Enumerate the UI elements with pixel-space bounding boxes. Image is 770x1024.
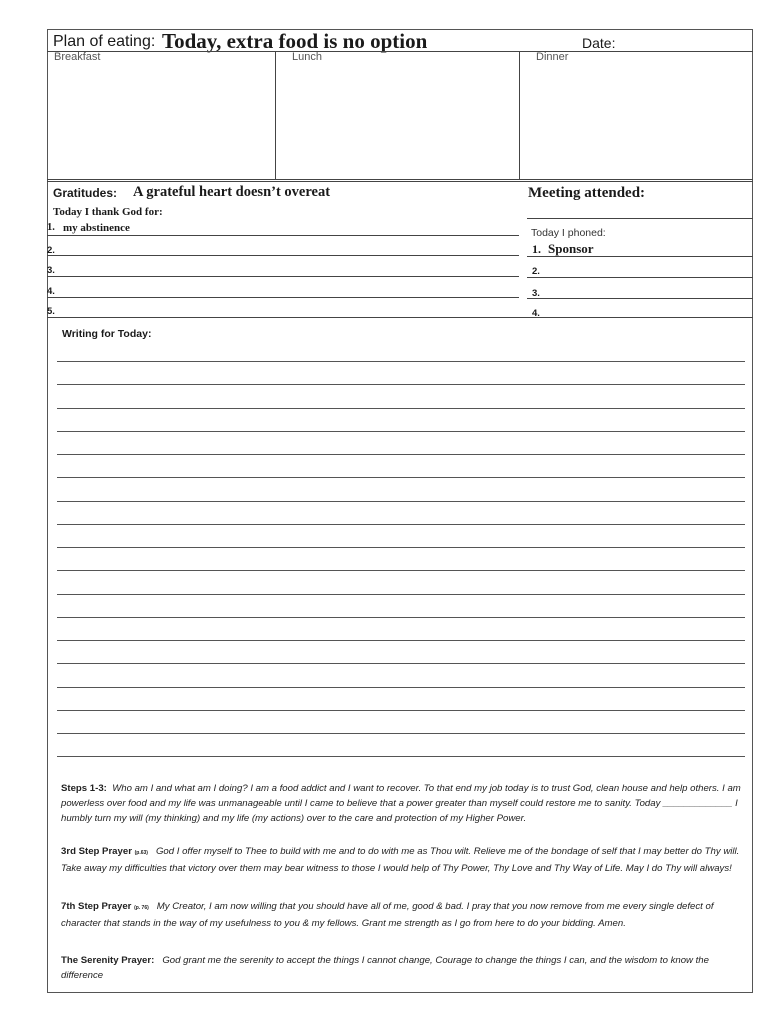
gratitude-line[interactable] <box>47 255 519 256</box>
writing-line[interactable] <box>57 361 745 362</box>
gratitude-line[interactable] <box>47 235 519 236</box>
writing-line[interactable] <box>57 408 745 409</box>
writing-line[interactable] <box>57 384 745 385</box>
writing-line[interactable] <box>57 640 745 641</box>
seventh-step-prayer-text: My Creator, I am now willing that you should have all of me, good & bad. I pray that you now remove from me every single defect of character that stands in the way of my usefulness to you & my fellows. Grant me strength as I go from here to do your bidding. Amen. <box>61 901 714 930</box>
gratitudes-label: Gratitudes: <box>53 186 118 200</box>
writing-label: Writing for Today: <box>62 328 152 340</box>
phoned-label: Today I phoned: <box>531 227 606 239</box>
third-step-prayer-paragraph <box>61 844 747 876</box>
gratitudes-subtitle: A grateful heart doesn’t overeat <box>133 184 331 200</box>
writing-line[interactable] <box>57 477 745 478</box>
writing-line[interactable] <box>57 756 745 757</box>
writing-line[interactable] <box>57 733 745 734</box>
date-label: Date: <box>582 35 616 51</box>
writing-line[interactable] <box>57 431 745 432</box>
gratitudes-intro: Today I thank God for: <box>53 206 163 218</box>
steps-1-3-paragraph <box>61 781 747 827</box>
phoned-line[interactable] <box>527 277 753 278</box>
writing-line[interactable] <box>57 454 745 455</box>
gratitude-line[interactable] <box>47 276 519 277</box>
meal-divider <box>519 51 520 180</box>
phoned-number: 4. <box>532 308 540 319</box>
writing-line[interactable] <box>57 663 745 664</box>
page-title: Today, extra food is no option <box>162 29 428 53</box>
meals-bottom-divider <box>47 179 753 182</box>
gratitude-number: 1. <box>47 222 55 233</box>
gratitude-number: 2. <box>47 245 55 256</box>
phoned-line[interactable] <box>527 256 753 257</box>
third-step-prayer-page: (p.63) <box>134 850 148 856</box>
gratitude-number: 5. <box>47 306 55 317</box>
third-step-prayer-title: 3rd Step Prayer <box>61 846 132 857</box>
gratitude-number: 3. <box>47 265 55 276</box>
meal-label-breakfast: Breakfast <box>54 51 101 63</box>
section-divider <box>47 317 753 318</box>
steps-1-3-title: Steps 1-3: <box>61 783 107 794</box>
gratitude-number: 4. <box>47 286 55 297</box>
writing-line[interactable] <box>57 570 745 571</box>
writing-line[interactable] <box>57 594 745 595</box>
meal-label-lunch: Lunch <box>292 51 322 63</box>
writing-line[interactable] <box>57 547 745 548</box>
serenity-prayer-paragraph <box>61 953 747 983</box>
gratitude-line[interactable] <box>47 297 519 298</box>
steps-1-3-text: Who am I and what am I doing? I am a food addict and I want to recover. To that end my job today is to trust God, clean house and help others. I am powerless over food and my life was unmanageable until I came to believe that a power greater than myself could restore me to sanity. Today _____________ I humbly turn my will (my thinking) and my life (my actions) over to the care and protection of my Higher Power. <box>61 783 741 825</box>
header-divider <box>47 51 753 52</box>
writing-line[interactable] <box>57 617 745 618</box>
seventh-step-prayer-paragraph <box>61 899 747 931</box>
meal-divider <box>275 51 276 180</box>
phoned-number: 2. <box>532 266 540 277</box>
phoned-number: 3. <box>532 288 540 299</box>
writing-line[interactable] <box>57 524 745 525</box>
phoned-item-text: Sponsor <box>548 241 594 256</box>
serenity-prayer-title: The Serenity Prayer: <box>61 955 155 966</box>
seventh-step-prayer-title: 7th Step Prayer <box>61 901 132 912</box>
writing-line[interactable] <box>57 501 745 502</box>
meeting-attended-label: Meeting attended: <box>528 185 646 201</box>
writing-line[interactable] <box>57 710 745 711</box>
plan-of-eating-label: Plan of eating: <box>53 33 156 50</box>
gratitude-item-text: my abstinence <box>63 222 130 234</box>
serenity-prayer-text: God grant me the serenity to accept the things I cannot change, Courage to change the things I can, and the wisdom to know the difference <box>61 955 709 982</box>
writing-line[interactable] <box>57 687 745 688</box>
seventh-step-prayer-page: (p. 76) <box>134 905 149 911</box>
phoned-number: 1. <box>532 242 541 256</box>
meeting-line[interactable] <box>527 218 753 219</box>
third-step-prayer-text: God I offer myself to Thee to build with me and to do with me as Thou wilt. Relieve me of the bondage of self that I may better do Thy will. Take away my difficulties that victory over them may bear witness to those I would help of Thy Power, Thy Love and Thy Way of Life. May I do Thy will always! <box>61 846 740 875</box>
phoned-line[interactable] <box>527 298 753 299</box>
meal-label-dinner: Dinner <box>536 51 569 63</box>
